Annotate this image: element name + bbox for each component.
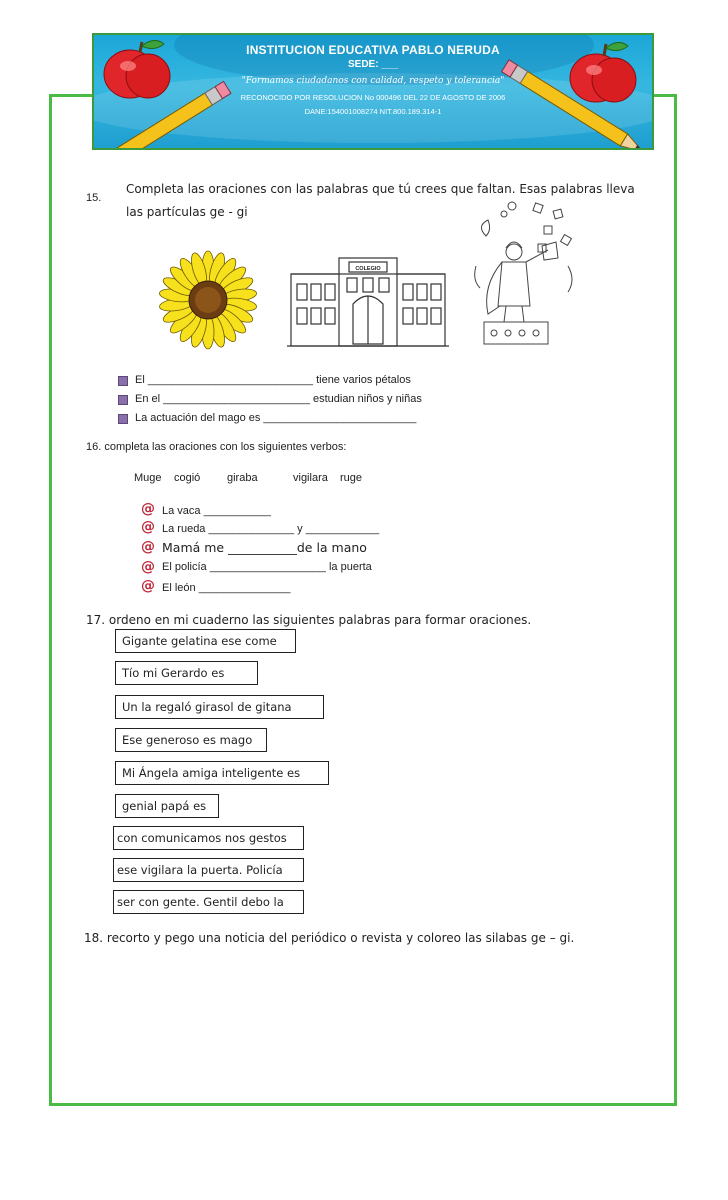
word-box: Un la regaló girasol de gitana: [115, 695, 324, 719]
verb-option: cogió: [174, 472, 201, 484]
q17-heading: 17. ordeno en mi cuaderno las siguientes palabras para formar oraciones.: [86, 613, 532, 627]
word-box: Ese generoso es mago: [115, 728, 267, 752]
bullet-square-icon: [118, 376, 128, 386]
verb-option: ruge: [340, 472, 363, 484]
verb-option: giraba: [227, 472, 258, 484]
word-box: Mi Ángela amiga inteligente es: [115, 761, 329, 785]
apple-icon: [570, 42, 636, 102]
word-box: ese vigilara la puerta. Policía: [113, 858, 304, 882]
apple-pencil-left-icon: [92, 36, 242, 148]
q16-item: El león _______________: [162, 582, 291, 594]
school-motto: "Formamos ciudadanos con calidad, respeto y tolerancia": [241, 76, 505, 86]
bullet-square-icon: [118, 414, 128, 424]
verb-option: Muge: [134, 472, 162, 484]
q15-item: La actuación del mago es _________________________: [135, 412, 417, 424]
word-box: Tío mi Gerardo es: [115, 661, 258, 685]
q15-number: 15.: [86, 192, 102, 204]
word-box: Gigante gelatina ese come: [115, 629, 296, 653]
school-building-icon: [287, 244, 449, 350]
apple-pencil-right-icon: [500, 36, 650, 148]
bullet-at-icon: @: [141, 519, 155, 535]
school-sign: COLEGIO: [355, 266, 381, 272]
q16-item: La rueda ______________ y ____________: [162, 523, 380, 535]
q15-item: En el ________________________ estudian niños y niñas: [135, 393, 422, 405]
q16-item: El policía ___________________ la puerta: [162, 561, 372, 573]
school-sede: SEDE: ___: [347, 59, 399, 70]
q15-instruction-line1: Completa las oraciones con las palabras que tú crees que faltan. Esas palabras lleva: [126, 182, 635, 196]
sunflower-icon: [152, 250, 264, 352]
school-name: INSTITUCION EDUCATIVA PABLO NERUDA: [246, 43, 500, 57]
q16-heading: 16. completa las oraciones con los siguientes verbos:: [86, 441, 347, 453]
q15-item: El ___________________________ tiene varios pétalos: [135, 374, 411, 386]
apple-icon: [104, 40, 170, 98]
bullet-at-icon: @: [141, 578, 155, 594]
bullet-at-icon: @: [141, 559, 155, 575]
verb-option: vigilara: [293, 472, 328, 484]
school-resolution: RECONOCIDO POR RESOLUCION No 000496 DEL 22 DE AGOSTO DE 2006: [240, 93, 506, 102]
q16-item: Mamá me ___________de la mano: [162, 540, 367, 555]
q16-item: La vaca ___________: [162, 505, 271, 517]
school-dane: DANE:154001008274 NIT.800.189.314-1: [304, 107, 442, 116]
bullet-at-icon: @: [141, 501, 155, 517]
bullet-at-icon: @: [141, 539, 155, 555]
bullet-square-icon: [118, 395, 128, 405]
word-box: con comunicamos nos gestos: [113, 826, 304, 850]
q15-instruction-line2: las partículas ge - gi: [126, 205, 248, 219]
q16-item-policia: [162, 561, 372, 573]
q18-heading: 18. recorto y pego una noticia del periódico o revista y coloreo las silabas ge – gi.: [84, 931, 575, 945]
word-box: genial papá es: [115, 794, 219, 818]
word-box: ser con gente. Gentil debo la: [113, 890, 304, 914]
magician-icon: [472, 196, 582, 352]
